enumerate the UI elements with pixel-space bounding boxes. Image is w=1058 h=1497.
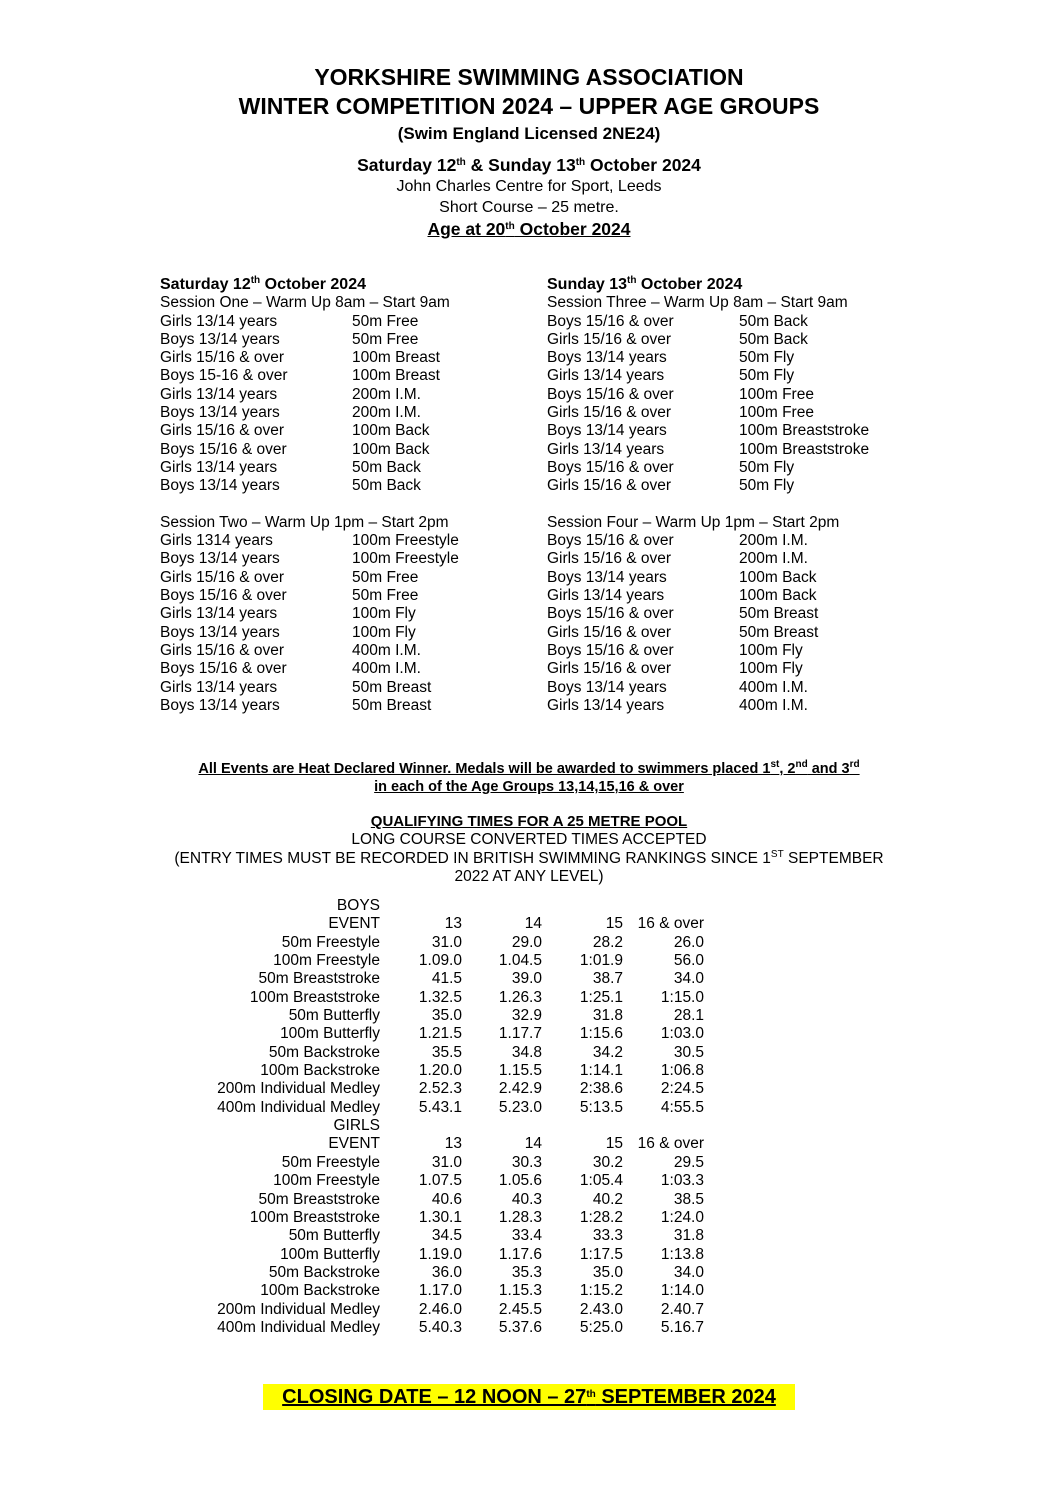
schedule-event-row xyxy=(547,624,907,642)
table-row xyxy=(0,970,1058,988)
session-three-events xyxy=(547,313,907,496)
event-age-group: Girls 13/14 years xyxy=(160,605,278,623)
event-cell: 50m Butterfly xyxy=(288,1227,380,1245)
schedule-event-row xyxy=(160,550,520,568)
time-cell: 2.45.5 xyxy=(498,1300,542,1318)
column-header: 13 xyxy=(444,915,462,933)
event-name: 200m I.M. xyxy=(352,404,421,422)
time-cell: 4:55.5 xyxy=(660,1098,704,1116)
time-cell: 1:01.9 xyxy=(579,952,623,970)
event-age-group: Boys 15/16 & over xyxy=(547,605,674,623)
event-cell: 100m Backstroke xyxy=(260,1062,380,1080)
time-cell: 1.17.0 xyxy=(418,1282,462,1300)
session-one-heading: Session One – Warm Up 8am – Start 9am xyxy=(160,294,450,312)
event-cell: 100m Breaststroke xyxy=(249,1208,380,1226)
time-cell: 1:06.8 xyxy=(660,1062,704,1080)
schedule-event-row xyxy=(547,349,907,367)
event-cell: 100m Freestyle xyxy=(273,1172,380,1190)
schedule-event-row xyxy=(547,477,907,495)
sunday-heading: Sunday 13th October 2024 xyxy=(547,275,743,293)
event-name: 50m Breast xyxy=(352,678,432,696)
event-name: 50m Back xyxy=(739,330,808,348)
table-row xyxy=(0,1099,1058,1117)
event-age-group: Boys 13/14 years xyxy=(547,349,667,367)
event-age-group: Boys 13/14 years xyxy=(160,404,280,422)
table-header-row xyxy=(0,1135,1058,1153)
event-name: 100m Back xyxy=(739,587,817,605)
schedule-event-row xyxy=(160,697,520,715)
event-age-group: Girls 13/14 years xyxy=(160,385,278,403)
schedule-event-row xyxy=(547,532,907,550)
event-cell: 50m Backstroke xyxy=(268,1043,380,1061)
time-cell: 1.15.3 xyxy=(498,1282,542,1300)
time-cell: 35.5 xyxy=(431,1043,462,1061)
schedule-event-row xyxy=(160,642,520,660)
schedule-event-row xyxy=(547,441,907,459)
event-age-group: Girls 15/16 & over xyxy=(160,568,285,586)
event-age-group: Girls 13/14 years xyxy=(160,678,278,696)
event-age-group: Girls 15/16 & over xyxy=(160,349,285,367)
event-name: 50m Fly xyxy=(739,458,795,476)
event-cell: 50m Freestyle xyxy=(281,1153,380,1171)
session-three-heading: Session Three – Warm Up 8am – Start 9am xyxy=(547,294,848,312)
time-cell: 28.2 xyxy=(592,933,623,951)
event-name: 50m Back xyxy=(352,477,421,495)
time-cell: 2.42.9 xyxy=(498,1080,542,1098)
schedule-event-row xyxy=(160,569,520,587)
schedule-event-row xyxy=(547,642,907,660)
schedule-event-row xyxy=(547,404,907,422)
table-row xyxy=(0,1172,1058,1190)
event-name: 100m Breaststroke xyxy=(739,422,870,440)
time-cell: 35.3 xyxy=(511,1263,542,1281)
schedule-event-row xyxy=(160,679,520,697)
time-cell: 40.2 xyxy=(592,1190,623,1208)
event-age-group: Boys 13/14 years xyxy=(160,623,280,641)
event-name: 200m I.M. xyxy=(739,532,808,550)
event-age-group: Boys 13/14 years xyxy=(547,678,667,696)
event-age-group: Boys 13/14 years xyxy=(160,330,280,348)
time-cell: 1:25.1 xyxy=(579,988,623,1006)
event-name: 50m Breast xyxy=(739,605,819,623)
time-cell: 33.4 xyxy=(511,1227,542,1245)
section-label: GIRLS xyxy=(333,1117,380,1135)
schedule-event-row xyxy=(160,477,520,495)
event-age-group: Girls 13/14 years xyxy=(547,587,665,605)
time-cell: 31.8 xyxy=(673,1227,704,1245)
time-cell: 1:28.2 xyxy=(579,1208,623,1226)
event-name: 400m I.M. xyxy=(739,678,808,696)
event-name: 50m Breast xyxy=(352,696,432,714)
schedule-event-row xyxy=(160,587,520,605)
table-row xyxy=(0,934,1058,952)
column-header: EVENT xyxy=(328,1135,380,1153)
table-row xyxy=(0,1007,1058,1025)
table-row xyxy=(0,952,1058,970)
event-name: 100m Fly xyxy=(352,605,416,623)
time-cell: 35.0 xyxy=(592,1263,623,1281)
column-header: 16 & over xyxy=(637,1135,704,1153)
event-name: 50m Free xyxy=(352,587,419,605)
table-row xyxy=(0,1044,1058,1062)
table-row xyxy=(0,1209,1058,1227)
qualifying-heading: QUALIFYING TIMES FOR A 25 METRE POOL xyxy=(370,813,688,830)
entry-times-note: (ENTRY TIMES MUST BE RECORDED IN BRITISH SWIMMING RANKINGS SINCE 1ST SEPTEMBER xyxy=(174,849,884,867)
event-age-group: Girls 13/14 years xyxy=(160,312,278,330)
time-cell: 31.8 xyxy=(592,1007,623,1025)
time-cell: 30.2 xyxy=(592,1153,623,1171)
event-age-group: Boys 15/16 & over xyxy=(547,458,674,476)
session-two-heading: Session Two – Warm Up 1pm – Start 2pm xyxy=(160,513,449,531)
schedule-event-row xyxy=(547,679,907,697)
event-age-group: Girls 15/16 & over xyxy=(547,330,672,348)
time-cell: 32.9 xyxy=(511,1007,542,1025)
event-name: 400m I.M. xyxy=(739,696,808,714)
table-row xyxy=(0,1080,1058,1098)
schedule-event-row xyxy=(160,331,520,349)
schedule-event-row xyxy=(160,422,520,440)
time-cell: 1:17.5 xyxy=(579,1245,623,1263)
time-cell: 1.26.3 xyxy=(498,988,542,1006)
event-name: 400m I.M. xyxy=(352,660,421,678)
event-age-group: Girls 1314 years xyxy=(160,532,273,550)
event-age-group: Boys 13/14 years xyxy=(547,568,667,586)
time-cell: 1:15.6 xyxy=(579,1025,623,1043)
schedule-event-row xyxy=(160,459,520,477)
event-cell: 100m Butterfly xyxy=(280,1245,380,1263)
time-cell: 29.0 xyxy=(511,933,542,951)
time-cell: 2.43.0 xyxy=(579,1300,623,1318)
time-cell: 34.8 xyxy=(511,1043,542,1061)
time-cell: 1:15.2 xyxy=(579,1282,623,1300)
time-cell: 2:24.5 xyxy=(660,1080,704,1098)
time-cell: 30.3 xyxy=(511,1153,542,1171)
table-row xyxy=(0,1154,1058,1172)
age-date: Age at 20th October 2024 xyxy=(427,219,631,239)
time-cell: 1.15.5 xyxy=(498,1062,542,1080)
column-header: EVENT xyxy=(328,915,380,933)
time-cell: 28.1 xyxy=(673,1007,704,1025)
medals-notice-line-2: in each of the Age Groups 13,14,15,16 & over xyxy=(374,779,684,795)
event-age-group: Girls 15/16 & over xyxy=(547,550,672,568)
schedule-event-row xyxy=(160,605,520,623)
event-age-group: Girls 15/16 & over xyxy=(160,641,285,659)
table-row xyxy=(0,1319,1058,1337)
column-header: 15 xyxy=(605,1135,623,1153)
time-cell: 1.30.1 xyxy=(418,1208,462,1226)
course-text: Short Course – 25 metre. xyxy=(439,199,619,216)
schedule-event-row xyxy=(160,624,520,642)
table-header-row xyxy=(0,915,1058,933)
time-cell: 1:05.4 xyxy=(579,1172,623,1190)
time-cell: 1.05.6 xyxy=(498,1172,542,1190)
event-age-group: Girls 15/16 & over xyxy=(547,404,672,422)
time-cell: 34.2 xyxy=(592,1043,623,1061)
table-row xyxy=(0,1264,1058,1282)
session-four-heading: Session Four – Warm Up 1pm – Start 2pm xyxy=(547,513,840,531)
time-cell: 1.21.5 xyxy=(418,1025,462,1043)
event-age-group: Boys 13/14 years xyxy=(547,422,667,440)
schedule-event-row xyxy=(547,367,907,385)
time-cell: 1:14.0 xyxy=(660,1282,704,1300)
table-row xyxy=(0,1062,1058,1080)
section-label-row xyxy=(0,1117,1058,1135)
table-row xyxy=(0,1246,1058,1264)
schedule-event-row xyxy=(547,459,907,477)
event-name: 100m Back xyxy=(352,422,430,440)
event-cell: 100m Breaststroke xyxy=(249,988,380,1006)
event-name: 50m Back xyxy=(352,458,421,476)
time-cell: 1.17.6 xyxy=(498,1245,542,1263)
time-cell: 31.0 xyxy=(431,1153,462,1171)
column-header: 16 & over xyxy=(637,915,704,933)
time-cell: 31.0 xyxy=(431,933,462,951)
time-cell: 36.0 xyxy=(431,1263,462,1281)
schedule-event-row xyxy=(547,422,907,440)
event-cell: 100m Butterfly xyxy=(280,1025,380,1043)
event-name: 100m Freestyle xyxy=(352,550,459,568)
event-cell: 50m Freestyle xyxy=(281,933,380,951)
event-age-group: Girls 13/14 years xyxy=(547,696,665,714)
time-cell: 26.0 xyxy=(673,933,704,951)
time-cell: 34.0 xyxy=(673,970,704,988)
time-cell: 1.32.5 xyxy=(418,988,462,1006)
event-name: 100m Breast xyxy=(352,349,440,367)
schedule-event-row xyxy=(547,569,907,587)
event-name: 100m Breaststroke xyxy=(739,440,870,458)
time-cell: 2.46.0 xyxy=(418,1300,462,1318)
time-cell: 1:14.1 xyxy=(579,1062,623,1080)
event-name: 100m Freestyle xyxy=(352,532,459,550)
venue-text: John Charles Centre for Sport, Leeds xyxy=(396,178,662,195)
event-age-group: Girls 15/16 & over xyxy=(547,660,672,678)
schedule-event-row xyxy=(547,550,907,568)
time-cell: 5.40.3 xyxy=(418,1318,462,1336)
event-age-group: Boys 13/14 years xyxy=(160,550,280,568)
column-header: 15 xyxy=(605,915,623,933)
schedule-event-row xyxy=(547,386,907,404)
event-age-group: Boys 15/16 & over xyxy=(547,641,674,659)
time-cell: 41.5 xyxy=(431,970,462,988)
event-name: 100m Breast xyxy=(352,367,440,385)
event-age-group: Boys 15/16 & over xyxy=(547,532,674,550)
schedule-event-row xyxy=(160,441,520,459)
schedule-event-row xyxy=(160,386,520,404)
event-name: 50m Fly xyxy=(739,349,795,367)
qualifying-times-table xyxy=(0,897,1058,1337)
time-cell: 34.5 xyxy=(431,1227,462,1245)
time-cell: 38.5 xyxy=(673,1190,704,1208)
schedule-event-row xyxy=(160,404,520,422)
event-name: 100m Fly xyxy=(352,623,416,641)
schedule-event-row xyxy=(547,697,907,715)
column-header: 14 xyxy=(524,1135,542,1153)
table-row xyxy=(0,1025,1058,1043)
column-header: 14 xyxy=(524,915,542,933)
time-cell: 1.20.0 xyxy=(418,1062,462,1080)
event-age-group: Boys 15-16 & over xyxy=(160,367,288,385)
time-cell: 5.23.0 xyxy=(498,1098,542,1116)
event-cell: 100m Freestyle xyxy=(273,952,380,970)
schedule-event-row xyxy=(160,532,520,550)
time-cell: 56.0 xyxy=(673,952,704,970)
schedule-event-row xyxy=(547,313,907,331)
event-name: 100m Fly xyxy=(739,660,803,678)
time-cell: 1:03.3 xyxy=(660,1172,704,1190)
event-cell: 400m Individual Medley xyxy=(217,1318,380,1336)
session-one-events xyxy=(160,313,520,496)
event-name: 50m Free xyxy=(352,312,419,330)
event-age-group: Girls 13/14 years xyxy=(160,458,278,476)
time-cell: 1:15.0 xyxy=(660,988,704,1006)
event-name: 50m Breast xyxy=(739,623,819,641)
event-cell: 50m Breaststroke xyxy=(258,1190,380,1208)
time-cell: 29.5 xyxy=(673,1153,704,1171)
event-cell: 100m Backstroke xyxy=(260,1282,380,1300)
event-cell: 200m Individual Medley xyxy=(217,1080,380,1098)
event-age-group: Boys 15/16 & over xyxy=(160,440,287,458)
saturday-heading: Saturday 12th October 2024 xyxy=(160,275,366,293)
saturday-schedule xyxy=(160,276,520,715)
event-age-group: Girls 15/16 & over xyxy=(160,422,285,440)
session-two-events xyxy=(160,532,520,715)
time-cell: 2.40.7 xyxy=(660,1300,704,1318)
event-cell: 200m Individual Medley xyxy=(217,1300,380,1318)
time-cell: 39.0 xyxy=(511,970,542,988)
time-cell: 1:03.0 xyxy=(660,1025,704,1043)
event-age-group: Boys 15/16 & over xyxy=(547,312,674,330)
table-row xyxy=(0,1227,1058,1245)
sunday-schedule xyxy=(547,276,907,715)
event-cell: 50m Butterfly xyxy=(288,1007,380,1025)
title-line-2: WINTER COMPETITION 2024 – UPPER AGE GROUPS xyxy=(238,93,820,119)
schedule-event-row xyxy=(160,313,520,331)
event-age-group: Boys 15/16 & over xyxy=(547,385,674,403)
time-cell: 1.17.7 xyxy=(498,1025,542,1043)
event-name: 100m Back xyxy=(739,568,817,586)
event-age-group: Boys 15/16 & over xyxy=(160,587,287,605)
time-cell: 30.5 xyxy=(673,1043,704,1061)
section-label-row xyxy=(0,897,1058,915)
event-name: 100m Free xyxy=(739,404,814,422)
time-cell: 38.7 xyxy=(592,970,623,988)
event-age-group: Boys 15/16 & over xyxy=(160,660,287,678)
time-cell: 40.3 xyxy=(511,1190,542,1208)
event-name: 50m Free xyxy=(352,330,419,348)
event-name: 50m Back xyxy=(739,312,808,330)
long-course-note: LONG COURSE CONVERTED TIMES ACCEPTED xyxy=(351,831,707,848)
schedule-event-row xyxy=(547,660,907,678)
time-cell: 35.0 xyxy=(431,1007,462,1025)
schedule-event-row xyxy=(547,587,907,605)
event-name: 50m Free xyxy=(352,568,419,586)
table-row xyxy=(0,1191,1058,1209)
event-name: 200m I.M. xyxy=(352,385,421,403)
event-cell: 400m Individual Medley xyxy=(217,1098,380,1116)
time-cell: 5.43.1 xyxy=(418,1098,462,1116)
time-cell: 1.07.5 xyxy=(418,1172,462,1190)
event-name: 400m I.M. xyxy=(352,641,421,659)
event-age-group: Boys 13/14 years xyxy=(160,477,280,495)
event-age-group: Girls 15/16 & over xyxy=(547,477,672,495)
license-text: (Swim England Licensed 2NE24) xyxy=(397,124,661,143)
table-row xyxy=(0,989,1058,1007)
event-age-group: Boys 13/14 years xyxy=(160,696,280,714)
event-name: 100m Free xyxy=(739,385,814,403)
event-dates: Saturday 12th & Sunday 13th October 2024 xyxy=(357,155,701,175)
event-age-group: Girls 13/14 years xyxy=(547,367,665,385)
event-name: 50m Fly xyxy=(739,367,795,385)
time-cell: 5.16.7 xyxy=(660,1318,704,1336)
closing-date-banner: CLOSING DATE – 12 NOON – 27th SEPTEMBER 2024 xyxy=(263,1384,795,1410)
event-name: 100m Fly xyxy=(739,641,803,659)
schedule-event-row xyxy=(547,605,907,623)
event-name: 100m Back xyxy=(352,440,430,458)
time-cell: 1.19.0 xyxy=(418,1245,462,1263)
table-row xyxy=(0,1282,1058,1300)
session-four-events xyxy=(547,532,907,715)
time-cell: 40.6 xyxy=(431,1190,462,1208)
event-age-group: Girls 15/16 & over xyxy=(547,623,672,641)
event-cell: 50m Backstroke xyxy=(268,1263,380,1281)
table-row xyxy=(0,1301,1058,1319)
schedule-event-row xyxy=(160,660,520,678)
entry-times-note-2: 2022 AT ANY LEVEL) xyxy=(454,868,604,885)
event-name: 200m I.M. xyxy=(739,550,808,568)
time-cell: 5:13.5 xyxy=(579,1098,623,1116)
time-cell: 1.09.0 xyxy=(418,952,462,970)
event-name: 50m Fly xyxy=(739,477,795,495)
time-cell: 1:24.0 xyxy=(660,1208,704,1226)
time-cell: 34.0 xyxy=(673,1263,704,1281)
schedule-event-row xyxy=(160,349,520,367)
time-cell: 5.37.6 xyxy=(498,1318,542,1336)
column-header: 13 xyxy=(444,1135,462,1153)
schedule-event-row xyxy=(160,367,520,385)
title-line-1: YORKSHIRE SWIMMING ASSOCIATION xyxy=(314,64,744,90)
time-cell: 1.28.3 xyxy=(498,1208,542,1226)
time-cell: 1.04.5 xyxy=(498,952,542,970)
time-cell: 33.3 xyxy=(592,1227,623,1245)
event-age-group: Girls 13/14 years xyxy=(547,440,665,458)
time-cell: 2.52.3 xyxy=(418,1080,462,1098)
event-cell: 50m Breaststroke xyxy=(258,970,380,988)
time-cell: 1:13.8 xyxy=(660,1245,704,1263)
time-cell: 5:25.0 xyxy=(579,1318,623,1336)
medals-notice-line-1: All Events are Heat Declared Winner. Medals will be awarded to swimmers placed 1st, 2nd and 3rd xyxy=(198,759,860,777)
section-label: BOYS xyxy=(336,897,380,914)
schedule-event-row xyxy=(547,331,907,349)
time-cell: 2:38.6 xyxy=(579,1080,623,1098)
